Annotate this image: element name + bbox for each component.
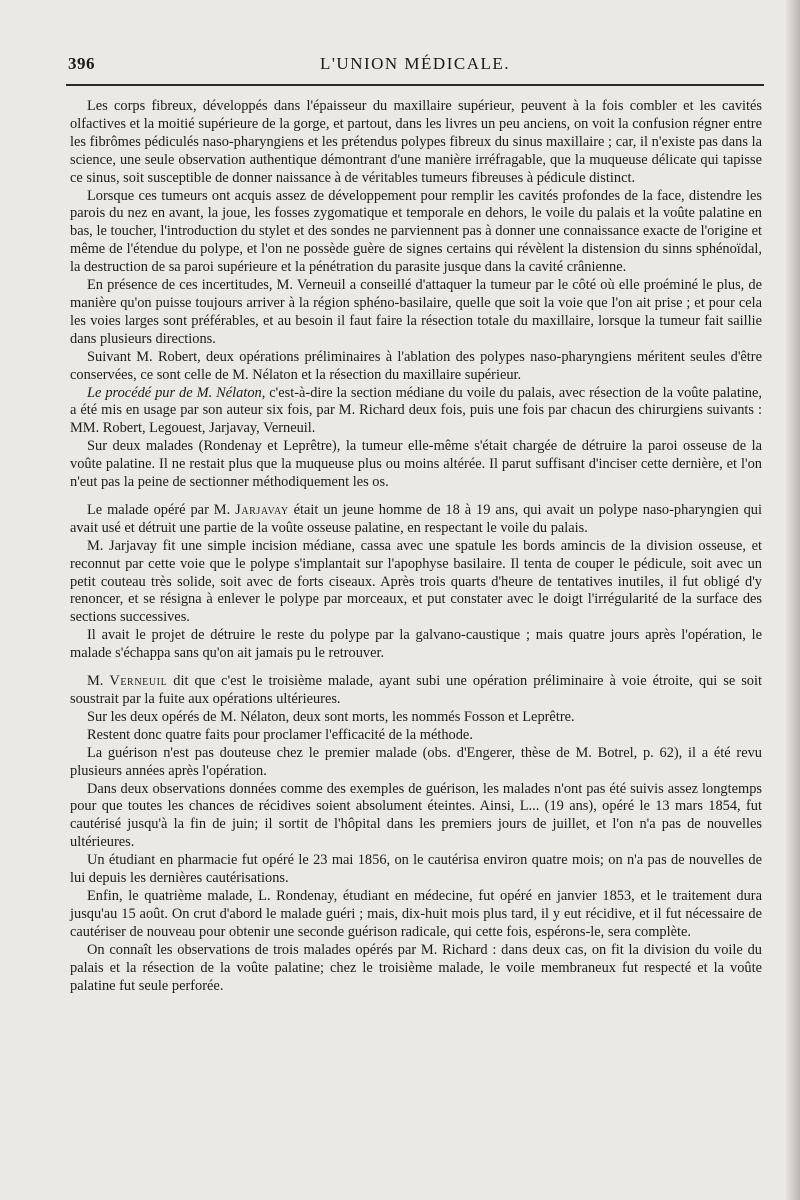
paragraph: Le procédé pur de M. Nélaton, c'est-à-dire la section médiane du voile du palais, avec résection de la voûte palatine, a été mis en usage par son auteur six fois, par M. Richard deux fois, puis une fois par chacun des chirurgiens suivants : MM. Robert, Legouest, Jarjavay, Verneuil. [70,384,762,437]
paragraph: Dans deux observations données comme des exemples de guérison, les malades n'ont pas été suivis assez longtemps pour que toutes les chances de récidives soient absolument éteintes. Ainsi, L... (19 ans), opéré le 13 mars 1854, fut cautérisé jusqu'à la fin de juin; il sortit de l'hôpital dans les premiers jours de juillet, et l'on n'a pas de nouvelles ultérieures. [70,780,762,851]
paragraph: En présence de ces incertitudes, M. Verneuil a conseillé d'attaquer la tumeur par le côté où elle proéminé le plus, de manière qu'on puisse toujours arriver à la région sphéno-basilaire, quelle que soit la voie que l'on ait prise ; et pour cela les voies larges sont préférables, et au besoin il faut faire la résection totale du maxillaire, lorsque la tumeur fait saillie dans plusieurs directions. [70,277,762,347]
author-name: Jarjavay [235,501,289,518]
paragraph: M. Verneuil dit que c'est le troisième malade, ayant subi une opération préliminaire à voie étroite, qui se soit soustrait par la fuite aux opérations ultérieures. [70,673,762,707]
paragraph: Suivant M. Robert, deux opérations préliminaires à l'ablation des polypes naso-pharyngiens méritent seules d'être conservées, ce sont celle de M. Nélaton et la résection du maxillaire supérieur. [70,348,762,383]
paragraph: Les corps fibreux, développés dans l'épaisseur du maxillaire supérieur, peuvent à la fois combler et les cavités olfactives et la moitié supérieure de la gorge, et partout, dans les livres un peu anciens, on voit la confusion régner entre les fibrômes pédiculés naso-pharyngiens et les prétendus polypes fibreux du sinus maxillaire ; car, il n'existe pas dans la science, une seule observation authentique démontrant d'une manière irréfragable, que la muqueuse délicate qui tapisse ce sinus, soit susceptible de donner naissance à de véritables tumeurs fibreuses à pédicule distinct. [70,98,762,186]
page-header [68,50,762,80]
paragraph: M. Jarjavay fit une simple incision médiane, cassa avec une spatule les bords amincis de la division osseuse, et reconnut par cette voie que le polype s'implantait sur l'apophyse basilaire. Il tenta de couper le pédicule, soit avec un petit couteau très solide, soit avec de forts ciseaux. Après trois quarts d'heure de tentatives inutiles, il fut obligé d'y renoncer, et se résigna à enlever le polype par morceaux, et put constater avec le doigt l'irrégularité de la surface des sections successives. [70,537,762,626]
paragraph: Sur deux malades (Rondenay et Leprêtre), la tumeur elle-même s'était chargée de détruire la paroi osseuse de la voûte palatine. Il ne restait plus que la muqueuse plus ou moins altérée. Il parut suffisant d'inciser cette dernière, et l'on n'eut pas la peine de sectionner méthodiquement les os. [70,438,762,491]
paragraph: Enfin, le quatrième malade, L. Rondenay, étudiant en médecine, fut opéré en janvier 1853, et le traitement dura jusqu'au 15 août. On crut d'abord le malade guéri ; mais, dix-huit mois plus tard, il y eut récidive, et il fut nécessaire de cautériser de nouveau pour obtenir une seconde guérison radicale, qui cette fois, espérons-le, sera complète. [70,887,762,940]
paragraph: On connaît les observations de trois malades opérés par M. Richard : dans deux cas, on fit la division du voile du palais et la résection de la voûte palatine; chez le troisième malade, le voile membraneux fut respecté et la voûte palatine fut seule perforée. [70,941,762,994]
article-body [70,98,762,995]
paragraph: Le malade opéré par M. Jarjavay était un jeune homme de 18 à 19 ans, qui avait un polype naso-pharyngien qui avait usé et détruit une partie de la voûte osseuse palatine, en respectant le voile du palais. [70,501,762,536]
paragraph: Un étudiant en pharmacie fut opéré le 23 mai 1856, on le cautérisa environ quatre mois; on n'a pas de nouvelles de lui depuis les dernières cautérisations. [70,852,762,887]
paragraph: Sur les deux opérés de M. Nélaton, deux sont morts, les nommés Fosson et Leprêtre. [87,708,575,725]
italic-lead: Le procédé pur de M. Nélaton, [87,384,266,401]
paragraph: Lorsque ces tumeurs ont acquis assez de développement pour remplir les cavités profondes de la face, distendre les parois du nez en avant, la joue, les fosses zygomatique et temporale en dehors, le voile du palais et la voûte palatine en bas, le toucher, l'introduction du stylet et des sondes ne parviennent pas à donner une connaissance exacte de l'origine et même de l'étendue du polype, et l'on ne possède guère de signes certains qui révèlent la distension du sinns sphénoïdal, la destruction de sa paroi supérieure et la pénétration du parasite jusque dans la cavité crânienne. [70,187,762,276]
page-gutter-shadow [786,0,800,1200]
header-rule [66,84,764,86]
paragraph: La guérison n'est pas douteuse chez le premier malade (obs. d'Engerer, thèse de M. Botrel, p. 62), il a été revu plusieurs années après l'opération. [70,744,762,779]
running-title: L'UNION MÉDICALE. [319,54,511,73]
paragraph: Restent donc quatre faits pour proclamer l'efficacité de la méthode. [87,726,473,743]
author-name: Verneuil [109,673,168,690]
page-number: 396 [68,54,95,73]
paragraph: Il avait le projet de détruire le reste du polype par la galvano-caustique ; mais quatre jours après l'opération, le malade s'échappa sans qu'on ait jamais pu le retrouver. [70,627,762,662]
